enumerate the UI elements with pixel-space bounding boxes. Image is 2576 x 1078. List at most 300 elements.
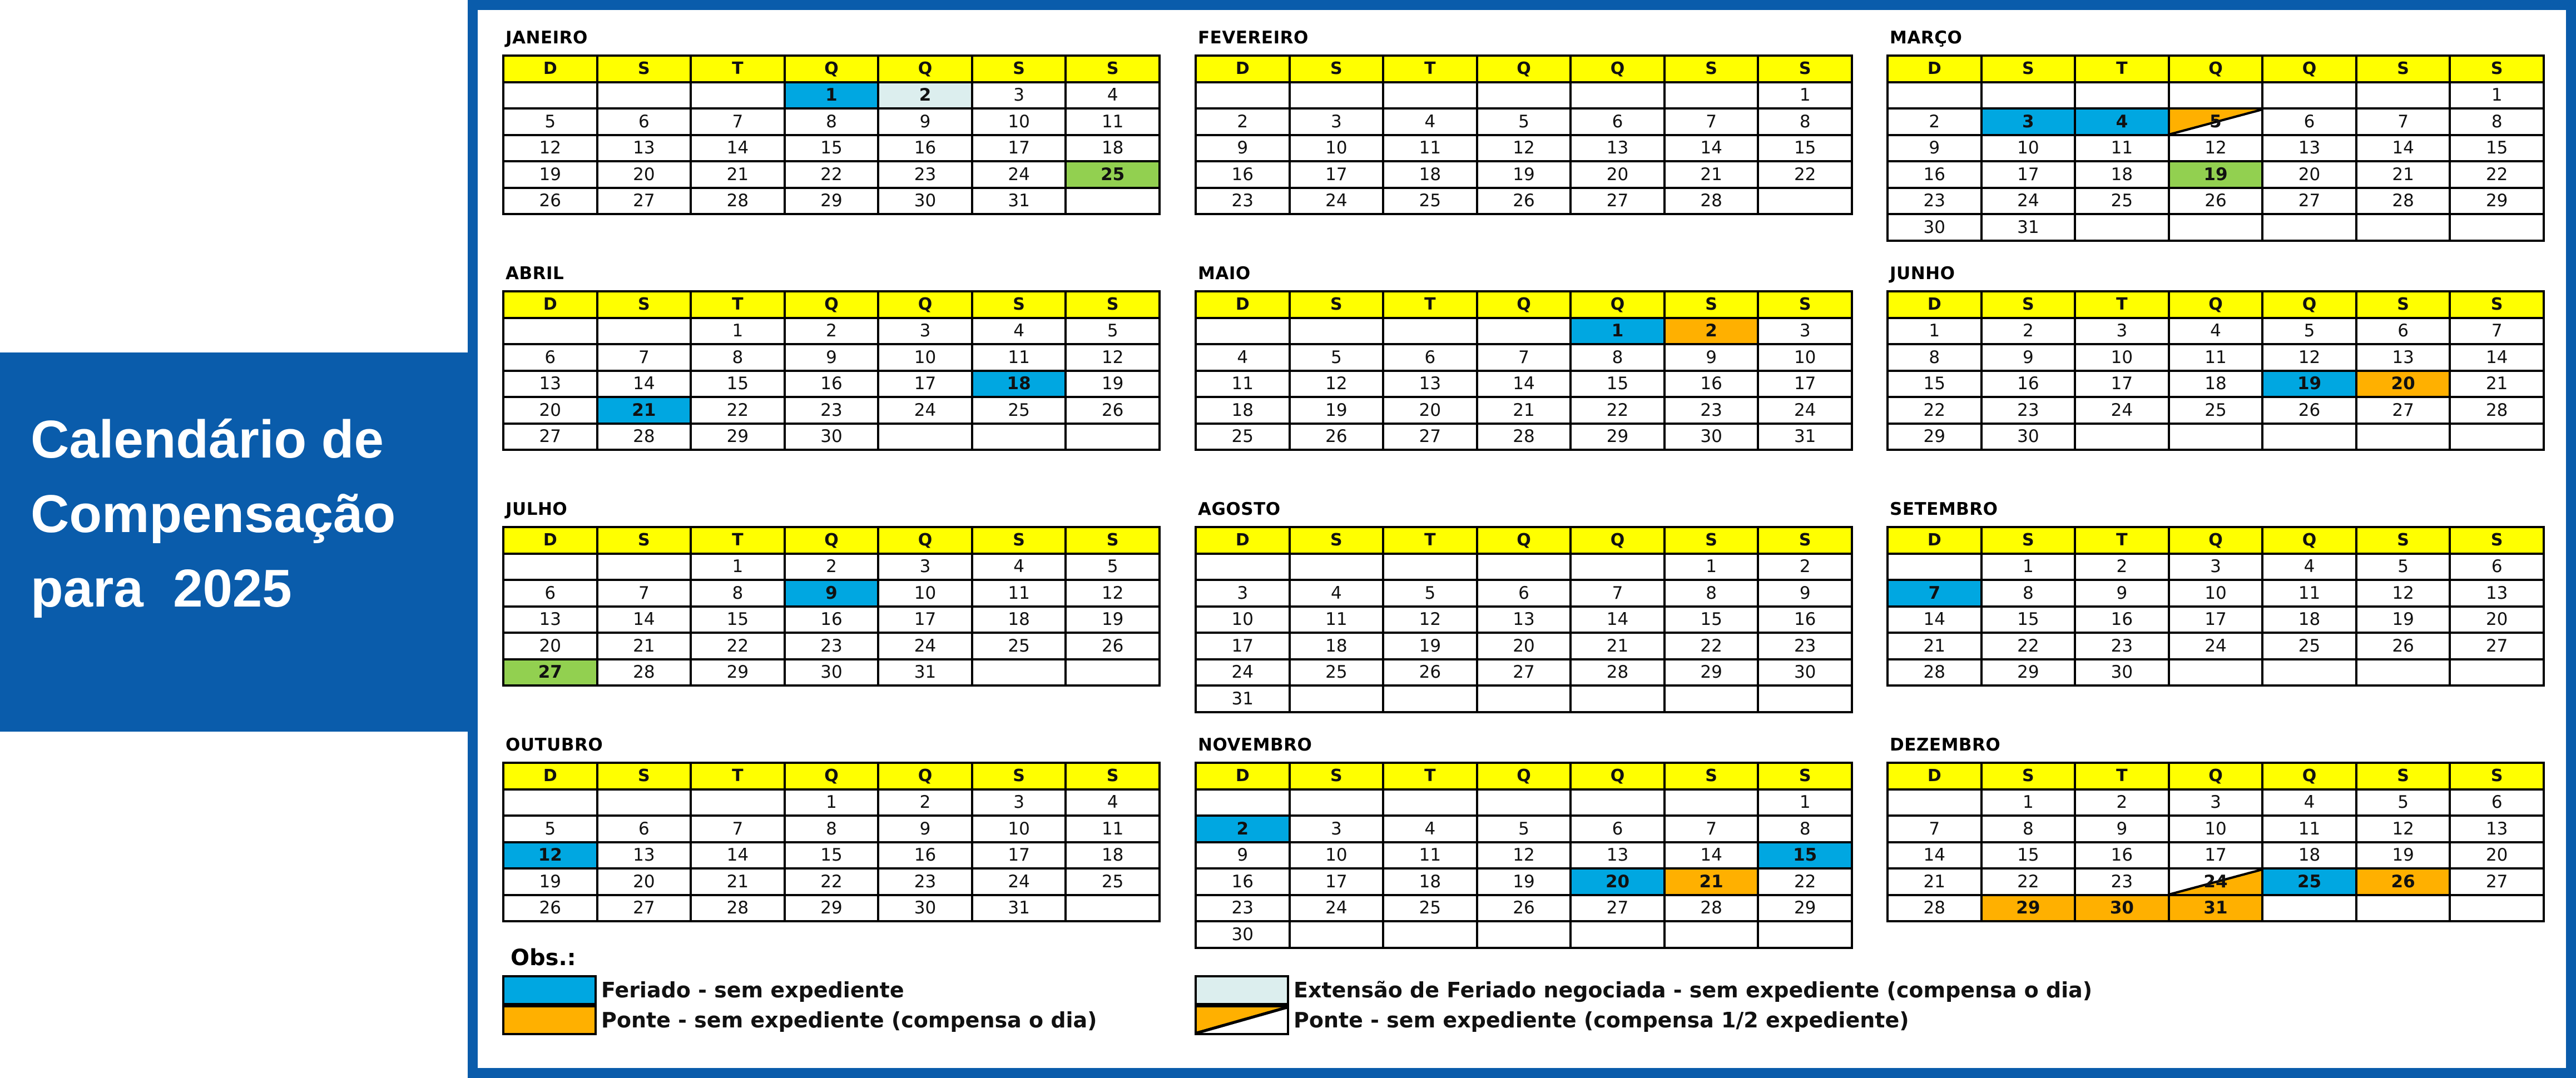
day-cell: 12	[2356, 580, 2450, 607]
empty-cell	[1571, 789, 1665, 816]
weekday-header: T	[691, 56, 785, 82]
week-row	[1196, 659, 1852, 686]
day-cell: 14	[597, 371, 691, 398]
week-row	[1196, 868, 1852, 895]
day-cell: 31	[1981, 214, 2075, 241]
day-cell: 10	[1290, 135, 1384, 162]
day-cell: 31	[878, 659, 972, 686]
day-cell: 21	[2356, 161, 2450, 188]
day-cell: 25	[1196, 424, 1290, 450]
day-cell: 17	[878, 607, 972, 633]
empty-cell	[972, 424, 1066, 450]
day-cell: 26	[503, 188, 597, 215]
week-row	[1196, 685, 1852, 712]
day-cell: 6	[2450, 789, 2544, 816]
day-cell: 12	[1477, 842, 1571, 869]
day-cell: 20	[2262, 161, 2356, 188]
week-row	[1196, 344, 1852, 371]
day-cell: 20	[2450, 607, 2544, 633]
day-cell: 18	[2262, 842, 2356, 869]
day-cell: 16	[2075, 607, 2169, 633]
empty-cell	[1571, 685, 1665, 712]
weekday-header: T	[1383, 56, 1477, 82]
day-cell: 15	[1981, 842, 2075, 869]
day-cell: 18	[2169, 371, 2263, 398]
day-cell: 17	[2169, 607, 2263, 633]
empty-cell	[1196, 554, 1290, 580]
day-cell: 3	[1758, 318, 1852, 345]
day-cell: 2	[1758, 554, 1852, 580]
day-cell: 18	[2262, 607, 2356, 633]
weekday-header: Q	[878, 56, 972, 82]
day-cell: 22	[1981, 868, 2075, 895]
day-cell: 15	[691, 607, 785, 633]
empty-cell	[1066, 659, 1160, 686]
day-cell: 13	[1383, 371, 1477, 398]
empty-cell	[1196, 82, 1290, 109]
day-cell: 21	[1477, 397, 1571, 424]
day-cell: 8	[1981, 580, 2075, 607]
month-name: MAIO	[1198, 264, 1251, 284]
weekday-header-row	[1888, 763, 2544, 789]
day-cell: 1	[691, 554, 785, 580]
weekday-header: D	[503, 56, 597, 82]
day-cell: 17	[878, 371, 972, 398]
day-cell: 14	[597, 607, 691, 633]
day-cell: 26	[1066, 397, 1160, 424]
weekday-header: S	[2356, 527, 2450, 554]
weekday-header: S	[597, 291, 691, 318]
day-cell: 28	[1477, 424, 1571, 450]
day-cell: 13	[503, 607, 597, 633]
day-cell: 2	[2075, 789, 2169, 816]
weekday-header: Q	[2169, 291, 2263, 318]
day-cell: 6	[2262, 108, 2356, 135]
weekday-header: S	[972, 763, 1066, 789]
day-cell: 24	[878, 633, 972, 659]
week-row	[1888, 633, 2544, 659]
day-cell: 12	[1477, 135, 1571, 162]
day-cell: 13	[1477, 607, 1571, 633]
day-cell: 30	[1196, 921, 1290, 948]
weekday-header: D	[503, 291, 597, 318]
day-cell: 6	[597, 108, 691, 135]
day-cell: 1	[691, 318, 785, 345]
week-row	[1196, 318, 1852, 345]
day-cell: 19	[1477, 161, 1571, 188]
week-row	[1888, 371, 2544, 398]
month-table	[1886, 762, 2545, 922]
day-cell: 30	[1758, 659, 1852, 686]
day-cell: 9	[785, 344, 879, 371]
week-row	[1196, 397, 1852, 424]
day-cell: 15	[691, 371, 785, 398]
day-cell: 24	[878, 397, 972, 424]
day-cell: 24	[1758, 397, 1852, 424]
day-cell: 5	[1477, 816, 1571, 842]
day-cell: 27	[503, 424, 597, 450]
week-row	[1888, 424, 2544, 450]
weekday-header: S	[2356, 291, 2450, 318]
day-cell: 1	[1981, 554, 2075, 580]
day-cell: 3	[1290, 816, 1384, 842]
empty-cell	[1383, 921, 1477, 948]
day-cell: 11	[1196, 371, 1290, 398]
day-cell: 17	[1196, 633, 1290, 659]
day-cell: 12	[503, 842, 597, 869]
empty-cell	[2450, 895, 2544, 922]
month-julho	[502, 499, 1161, 687]
day-cell: 8	[1981, 816, 2075, 842]
day-cell: 14	[1665, 135, 1758, 162]
day-cell: 13	[597, 135, 691, 162]
day-cell: 21	[1888, 868, 1981, 895]
day-cell: 22	[785, 161, 879, 188]
day-cell: 5	[1066, 554, 1160, 580]
day-cell: 1	[785, 789, 879, 816]
week-row	[1196, 188, 1852, 215]
day-cell: 22	[1888, 397, 1981, 424]
day-cell: 26	[503, 895, 597, 922]
day-cell: 3	[2075, 318, 2169, 345]
day-cell: 18	[1066, 842, 1160, 869]
weekday-header: T	[2075, 527, 2169, 554]
empty-cell	[2169, 424, 2263, 450]
weekday-header-row	[1196, 291, 1852, 318]
day-cell: 21	[597, 633, 691, 659]
month-name: AGOSTO	[1198, 499, 1281, 519]
week-row	[503, 895, 1160, 922]
day-cell: 1	[1571, 318, 1665, 345]
day-cell: 26	[1290, 424, 1384, 450]
empty-cell	[1665, 82, 1758, 109]
weekday-header: D	[1888, 291, 1981, 318]
day-cell: 17	[1758, 371, 1852, 398]
day-cell: 9	[878, 108, 972, 135]
week-row	[1888, 554, 2544, 580]
day-cell: 13	[597, 842, 691, 869]
day-cell: 8	[691, 580, 785, 607]
day-cell: 5	[2262, 318, 2356, 345]
weekday-header: Q	[785, 527, 879, 554]
day-cell: 28	[1571, 659, 1665, 686]
day-cell: 21	[1888, 633, 1981, 659]
title-panel	[0, 352, 473, 732]
day-cell: 27	[503, 659, 597, 686]
week-row	[503, 108, 1160, 135]
day-cell: 5	[1477, 108, 1571, 135]
weekday-header: T	[691, 291, 785, 318]
day-cell: 9	[2075, 580, 2169, 607]
day-cell: 3	[972, 789, 1066, 816]
day-cell: 2	[1981, 318, 2075, 345]
week-row	[1888, 659, 2544, 686]
week-row	[1888, 789, 2544, 816]
weekday-header-row	[1888, 291, 2544, 318]
weekday-header: T	[2075, 763, 2169, 789]
day-cell: 15	[2450, 135, 2544, 162]
empty-cell	[1981, 82, 2075, 109]
weekday-header: Q	[1571, 56, 1665, 82]
legend-item-feriado	[502, 975, 904, 1005]
day-cell: 6	[503, 580, 597, 607]
day-cell: 20	[597, 161, 691, 188]
week-row	[1196, 554, 1852, 580]
day-cell: 20	[2356, 371, 2450, 398]
day-cell: 13	[2356, 344, 2450, 371]
day-cell: 24	[1196, 659, 1290, 686]
day-cell: 10	[1758, 344, 1852, 371]
day-cell: 30	[1981, 424, 2075, 450]
empty-cell	[503, 789, 597, 816]
day-cell: 29	[1981, 659, 2075, 686]
week-row	[1888, 135, 2544, 162]
day-cell: 13	[1571, 135, 1665, 162]
day-cell: 26	[1383, 659, 1477, 686]
weekday-header: S	[1066, 527, 1160, 554]
day-cell: 21	[691, 868, 785, 895]
empty-cell	[1571, 554, 1665, 580]
day-cell: 30	[1665, 424, 1758, 450]
day-cell: 2	[1665, 318, 1758, 345]
day-cell: 3	[1981, 108, 2075, 135]
month-table	[502, 526, 1161, 687]
empty-cell	[1477, 685, 1571, 712]
empty-cell	[503, 318, 597, 345]
weekday-header: D	[503, 527, 597, 554]
day-cell: 3	[878, 318, 972, 345]
month-name: MARÇO	[1890, 28, 1963, 48]
weekday-header: T	[2075, 56, 2169, 82]
weekday-header: S	[1981, 291, 2075, 318]
day-cell: 11	[2169, 344, 2263, 371]
day-cell: 20	[1383, 397, 1477, 424]
day-cell: 9	[878, 816, 972, 842]
day-cell: 25	[2075, 188, 2169, 215]
day-cell: 15	[1981, 607, 2075, 633]
day-cell: 23	[1888, 188, 1981, 215]
week-row	[503, 868, 1160, 895]
day-cell: 12	[1066, 344, 1160, 371]
empty-cell	[2356, 82, 2450, 109]
weekday-header: Q	[2262, 56, 2356, 82]
month-name: JULHO	[506, 499, 568, 519]
weekday-header: S	[1665, 763, 1758, 789]
weekday-header-row	[503, 527, 1160, 554]
day-cell: 18	[972, 371, 1066, 398]
day-cell: 4	[1196, 344, 1290, 371]
empty-cell	[597, 554, 691, 580]
day-cell: 30	[1888, 214, 1981, 241]
day-cell: 4	[1066, 82, 1160, 109]
week-row	[1196, 816, 1852, 842]
day-cell: 4	[1290, 580, 1384, 607]
empty-cell	[2262, 659, 2356, 686]
week-row	[503, 318, 1160, 345]
empty-cell	[2075, 424, 2169, 450]
weekday-header: S	[1758, 56, 1852, 82]
week-row	[1196, 607, 1852, 633]
day-cell: 27	[1571, 895, 1665, 922]
day-cell: 22	[691, 397, 785, 424]
day-cell: 19	[2262, 371, 2356, 398]
day-cell: 1	[785, 82, 879, 109]
empty-cell	[1758, 188, 1852, 215]
day-cell: 4	[2075, 108, 2169, 135]
weekday-header: Q	[785, 56, 879, 82]
day-cell: 8	[691, 344, 785, 371]
weekday-header: S	[1665, 291, 1758, 318]
day-cell: 7	[691, 816, 785, 842]
day-cell: 19	[1477, 868, 1571, 895]
day-cell: 22	[1571, 397, 1665, 424]
day-cell: 31	[1758, 424, 1852, 450]
weekday-header: Q	[785, 763, 879, 789]
week-row	[1888, 344, 2544, 371]
week-row	[1196, 789, 1852, 816]
month-table	[1195, 762, 1853, 949]
week-row	[1888, 868, 2544, 895]
day-cell: 7	[2356, 108, 2450, 135]
day-cell: 14	[691, 135, 785, 162]
day-cell: 23	[2075, 868, 2169, 895]
empty-cell	[1477, 554, 1571, 580]
month-table	[1886, 290, 2545, 451]
weekday-header: D	[1196, 56, 1290, 82]
day-cell: 25	[1383, 895, 1477, 922]
day-cell: 12	[2356, 816, 2450, 842]
day-cell: 16	[1888, 161, 1981, 188]
week-row	[1196, 82, 1852, 109]
day-cell: 5	[1066, 318, 1160, 345]
empty-cell	[1571, 921, 1665, 948]
day-cell: 29	[785, 188, 879, 215]
weekday-header-row	[1888, 527, 2544, 554]
day-cell: 19	[2356, 607, 2450, 633]
empty-cell	[2262, 895, 2356, 922]
day-cell: 15	[1571, 371, 1665, 398]
day-cell: 19	[1290, 397, 1384, 424]
weekday-header: Q	[2262, 527, 2356, 554]
empty-cell	[878, 424, 972, 450]
month-dezembro	[1886, 735, 2545, 922]
week-row	[503, 659, 1160, 686]
day-cell: 5	[2356, 554, 2450, 580]
day-cell: 10	[1196, 607, 1290, 633]
day-cell: 6	[1383, 344, 1477, 371]
day-cell: 3	[1196, 580, 1290, 607]
empty-cell	[1888, 82, 1981, 109]
empty-cell	[1477, 789, 1571, 816]
week-row	[503, 344, 1160, 371]
empty-cell	[1383, 318, 1477, 345]
weekday-header: S	[597, 527, 691, 554]
day-cell: 29	[1571, 424, 1665, 450]
week-row	[1196, 895, 1852, 922]
day-cell: 5	[503, 816, 597, 842]
weekday-header: T	[1383, 763, 1477, 789]
day-cell: 16	[1758, 607, 1852, 633]
weekday-header: Q	[2262, 763, 2356, 789]
day-cell: 17	[2075, 371, 2169, 398]
day-cell: 29	[2450, 188, 2544, 215]
empty-cell	[1290, 82, 1384, 109]
day-cell: 13	[1571, 842, 1665, 869]
day-cell: 4	[1066, 789, 1160, 816]
day-cell: 19	[1066, 371, 1160, 398]
weekday-header: Q	[1477, 56, 1571, 82]
day-cell: 25	[972, 633, 1066, 659]
day-cell: 31	[1196, 685, 1290, 712]
weekday-header: Q	[785, 291, 879, 318]
day-cell: 30	[878, 188, 972, 215]
day-cell: 28	[691, 895, 785, 922]
day-cell: 17	[972, 135, 1066, 162]
day-cell: 14	[1665, 842, 1758, 869]
week-row	[1196, 108, 1852, 135]
day-cell: 15	[1665, 607, 1758, 633]
legend-item-ponte	[502, 1005, 1097, 1035]
day-cell: 28	[2356, 188, 2450, 215]
day-cell: 18	[1066, 135, 1160, 162]
day-cell: 22	[785, 868, 879, 895]
day-cell: 27	[597, 188, 691, 215]
day-cell: 11	[2075, 135, 2169, 162]
weekday-header: S	[1290, 291, 1384, 318]
day-cell: 5	[1383, 580, 1477, 607]
week-row	[503, 397, 1160, 424]
day-cell: 10	[878, 344, 972, 371]
day-cell: 26	[2356, 633, 2450, 659]
day-cell: 26	[1477, 188, 1571, 215]
day-cell: 22	[691, 633, 785, 659]
day-cell: 18	[1383, 868, 1477, 895]
day-cell: 22	[2450, 161, 2544, 188]
week-row	[1888, 397, 2544, 424]
month-março	[1886, 28, 2545, 242]
weekday-header: Q	[1571, 763, 1665, 789]
weekday-header: T	[2075, 291, 2169, 318]
week-row	[1888, 161, 2544, 188]
weekday-header: Q	[1477, 527, 1571, 554]
day-cell: 18	[1196, 397, 1290, 424]
day-cell: 14	[1571, 607, 1665, 633]
day-cell: 22	[1981, 633, 2075, 659]
week-row	[1888, 580, 2544, 607]
week-row	[1196, 842, 1852, 869]
day-cell: 14	[1888, 842, 1981, 869]
day-cell: 23	[1981, 397, 2075, 424]
day-cell: 4	[2169, 318, 2263, 345]
empty-cell	[2450, 214, 2544, 241]
month-name: DEZEMBRO	[1890, 735, 2001, 755]
day-cell: 28	[691, 188, 785, 215]
day-cell: 25	[2169, 397, 2263, 424]
day-cell: 16	[878, 842, 972, 869]
empty-cell	[1196, 318, 1290, 345]
day-cell: 25	[1066, 161, 1160, 188]
day-cell: 12	[1066, 580, 1160, 607]
empty-cell	[2075, 214, 2169, 241]
month-agosto	[1195, 499, 1853, 713]
empty-cell	[1477, 318, 1571, 345]
weekday-header: S	[1066, 291, 1160, 318]
day-cell: 25	[1383, 188, 1477, 215]
empty-cell	[1066, 188, 1160, 215]
month-table	[502, 54, 1161, 215]
day-cell: 23	[1196, 895, 1290, 922]
legend-title: Obs.:	[511, 945, 576, 971]
